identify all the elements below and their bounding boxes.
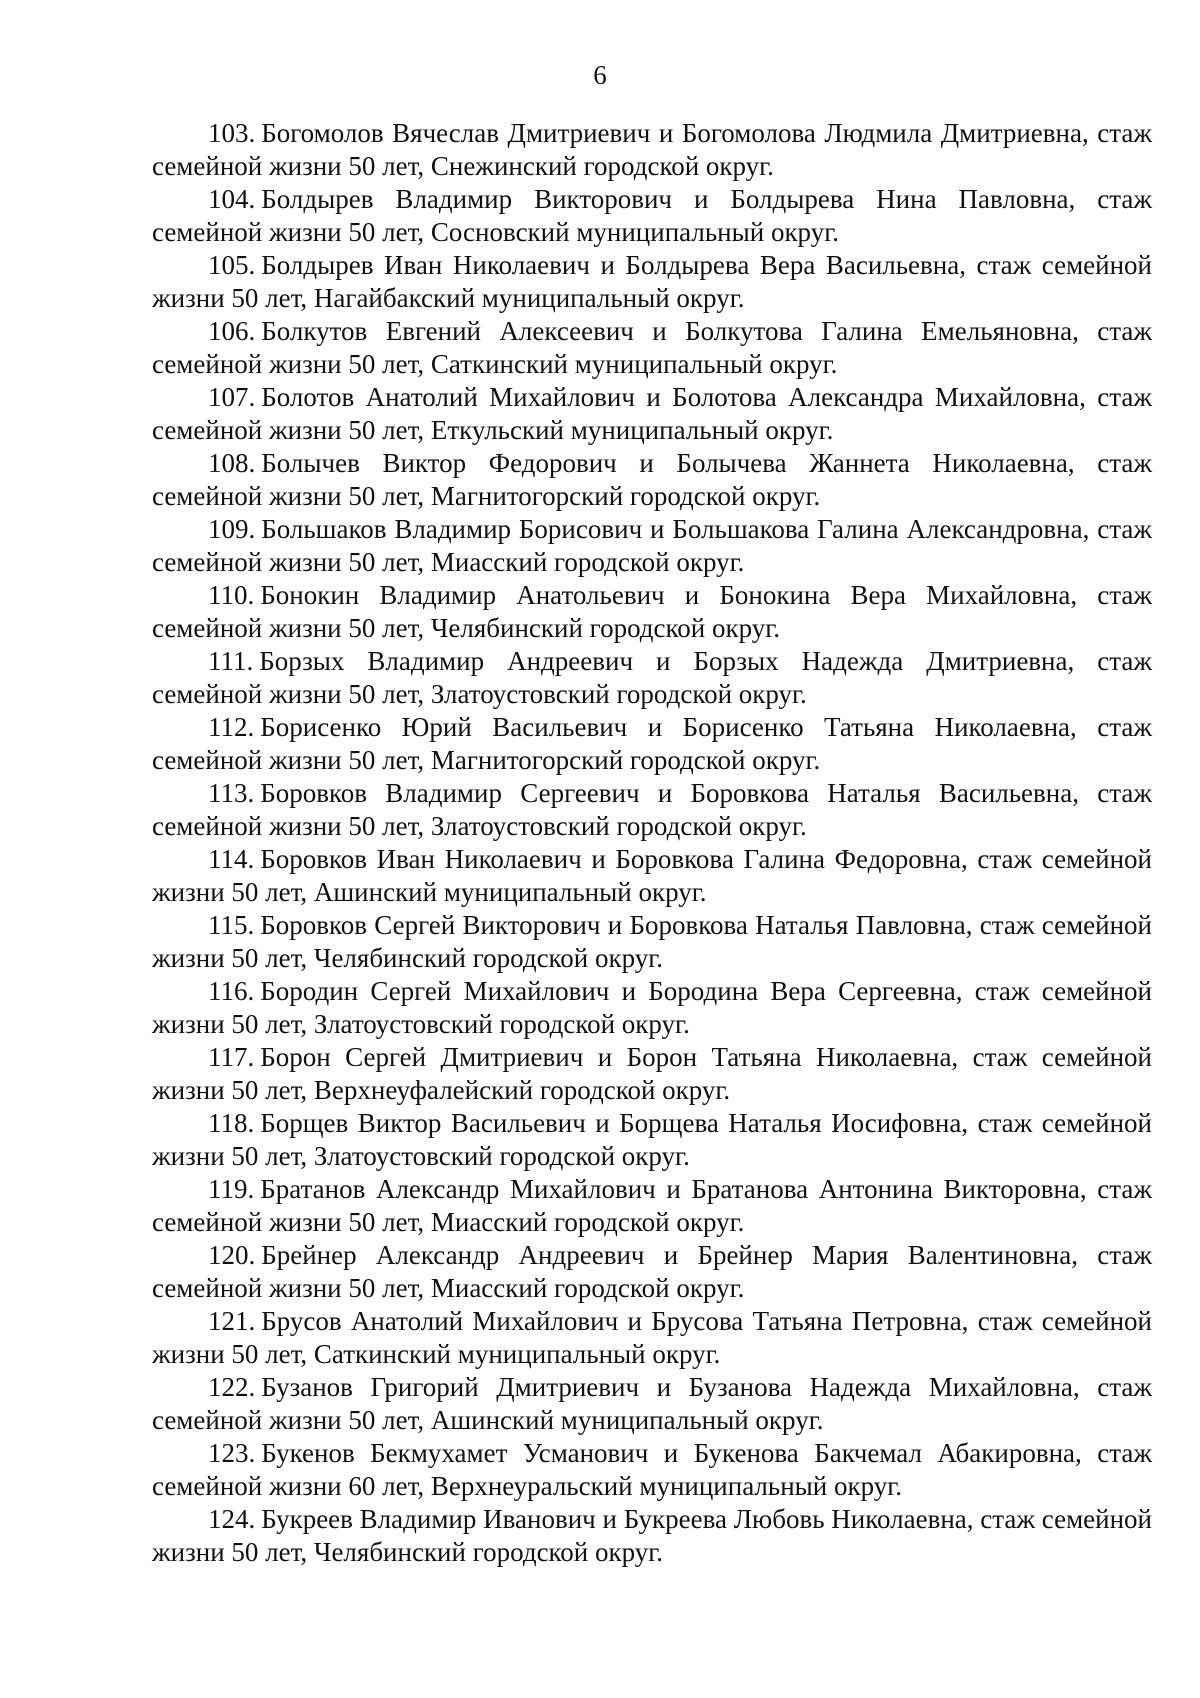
entry-text: Болдырев Иван Николаевич и Болдырева Вера Васильевна, стаж семейной жизни 50 лет, Нагайбакский муниципальный округ. — [152, 250, 1152, 313]
entry-number: 120. — [208, 1240, 256, 1270]
list-item — [152, 117, 1152, 183]
entry-text: Боровков Сергей Викторович и Боровкова Наталья Павловна, стаж семейной жизни 50 лет, Челябинский городской округ. — [152, 910, 1152, 973]
list-item — [152, 909, 1152, 975]
list-item — [152, 249, 1152, 315]
entry-text: Болычев Виктор Федорович и Болычева Жаннета Николаевна, стаж семейной жизни 50 лет, Магнитогорский городской округ. — [152, 448, 1152, 511]
entry-number: 108. — [208, 448, 256, 478]
entry-number: 106. — [208, 316, 256, 346]
list-item — [152, 843, 1152, 909]
entry-number: 121. — [208, 1306, 256, 1336]
list-item — [152, 183, 1152, 249]
list-item — [152, 1305, 1152, 1371]
entry-text: Братанов Александр Михайлович и Братанова Антонина Викторовна, стаж семейной жизни 50 лет, Миасский городской округ. — [152, 1174, 1152, 1237]
entry-text: Болкутов Евгений Алексеевич и Болкутова Галина Емельяновна, стаж семейной жизни 50 лет, Саткинский муниципальный округ. — [152, 316, 1152, 379]
entry-number: 115. — [208, 910, 255, 940]
list-item — [152, 1041, 1152, 1107]
entry-number: 118. — [208, 1108, 255, 1138]
entry-text: Боровков Иван Николаевич и Боровкова Галина Федоровна, стаж семейной жизни 50 лет, Ашинский муниципальный округ. — [152, 844, 1152, 907]
entry-number: 116. — [208, 976, 255, 1006]
entry-text: Болдырев Владимир Викторович и Болдырева Нина Павловна, стаж семейной жизни 50 лет, Сосновский муниципальный округ. — [152, 184, 1152, 247]
entry-text: Большаков Владимир Борисович и Большакова Галина Александровна, стаж семейной жизни 50 лет, Миасский городской округ. — [152, 514, 1152, 577]
page-number: 6 — [593, 60, 607, 90]
entry-text: Брусов Анатолий Михайлович и Брусова Татьяна Петровна, стаж семейной жизни 50 лет, Саткинский муниципальный округ. — [152, 1306, 1152, 1369]
entry-text: Борзых Владимир Андреевич и Борзых Надежда Дмитриевна, стаж семейной жизни 50 лет, Златоустовский городской округ. — [152, 646, 1152, 709]
list-item — [152, 513, 1152, 579]
entry-text: Бузанов Григорий Дмитриевич и Бузанова Надежда Михайловна, стаж семейной жизни 50 лет, Ашинский муниципальный округ. — [152, 1372, 1152, 1435]
list-item — [152, 1503, 1152, 1569]
entry-number: 119. — [208, 1174, 255, 1204]
entry-text: Бонокин Владимир Анатольевич и Бонокина Вера Михайловна, стаж семейной жизни 50 лет, Челябинский городской округ. — [152, 580, 1152, 643]
list-item — [152, 777, 1152, 843]
entry-text: Борщев Виктор Васильевич и Борщева Наталья Иосифовна, стаж семейной жизни 50 лет, Златоустовский городской округ. — [152, 1108, 1152, 1171]
entry-text: Борон Сергей Дмитриевич и Борон Татьяна Николаевна, стаж семейной жизни 50 лет, Верхнеуфалейский городской округ. — [152, 1042, 1152, 1105]
entry-text: Брейнер Александр Андреевич и Брейнер Мария Валентиновна, стаж семейной жизни 50 лет, Миасский городской округ. — [152, 1240, 1152, 1303]
list-item — [152, 1437, 1152, 1503]
entry-text: Богомолов Вячеслав Дмитриевич и Богомолова Людмила Дмитриевна, стаж семейной жизни 50 лет, Снежинский городской округ. — [152, 118, 1152, 181]
list-item — [152, 1371, 1152, 1437]
entry-text: Боровков Владимир Сергеевич и Боровкова Наталья Васильевна, стаж семейной жизни 50 лет, Златоустовский городской округ. — [152, 778, 1152, 841]
list-item — [152, 711, 1152, 777]
entry-number: 103. — [208, 118, 256, 148]
entry-number: 109. — [208, 514, 256, 544]
entry-number: 124. — [208, 1504, 256, 1534]
list-item — [152, 447, 1152, 513]
entry-number: 122. — [208, 1372, 256, 1402]
list-item — [152, 315, 1152, 381]
list-item — [152, 1239, 1152, 1305]
entry-number: 107. — [208, 382, 256, 412]
list-item — [152, 381, 1152, 447]
entry-text: Болотов Анатолий Михайлович и Болотова Александра Михайловна, стаж семейной жизни 50 лет, Еткульский муниципальный округ. — [152, 382, 1152, 445]
entry-number: 104. — [208, 184, 256, 214]
list-item — [152, 645, 1152, 711]
entry-number: 114. — [208, 844, 255, 874]
entry-number: 111. — [208, 646, 254, 676]
list-item — [152, 975, 1152, 1041]
entry-number: 117. — [208, 1042, 255, 1072]
entry-number: 105. — [208, 250, 256, 280]
entry-text: Бородин Сергей Михайлович и Бородина Вера Сергеевна, стаж семейной жизни 50 лет, Златоустовский городской округ. — [152, 976, 1152, 1039]
list-item — [152, 579, 1152, 645]
entry-text: Букреев Владимир Иванович и Букреева Любовь Николаевна, стаж семейной жизни 50 лет, Челябинский городской округ. — [152, 1504, 1152, 1567]
entry-number: 112. — [208, 712, 255, 742]
entry-text: Борисенко Юрий Васильевич и Борисенко Татьяна Николаевна, стаж семейной жизни 50 лет, Магнитогорский городской округ. — [152, 712, 1152, 775]
entry-number: 110. — [208, 580, 255, 610]
list-item — [152, 1173, 1152, 1239]
list-item — [152, 1107, 1152, 1173]
entry-number: 123. — [208, 1438, 256, 1468]
entry-text: Букенов Бекмухамет Усманович и Букенова Бакчемал Абакировна, стаж семейной жизни 60 лет, Верхнеуральский муниципальный округ. — [152, 1438, 1152, 1501]
entry-list — [152, 117, 1152, 1569]
entry-number: 113. — [208, 778, 255, 808]
